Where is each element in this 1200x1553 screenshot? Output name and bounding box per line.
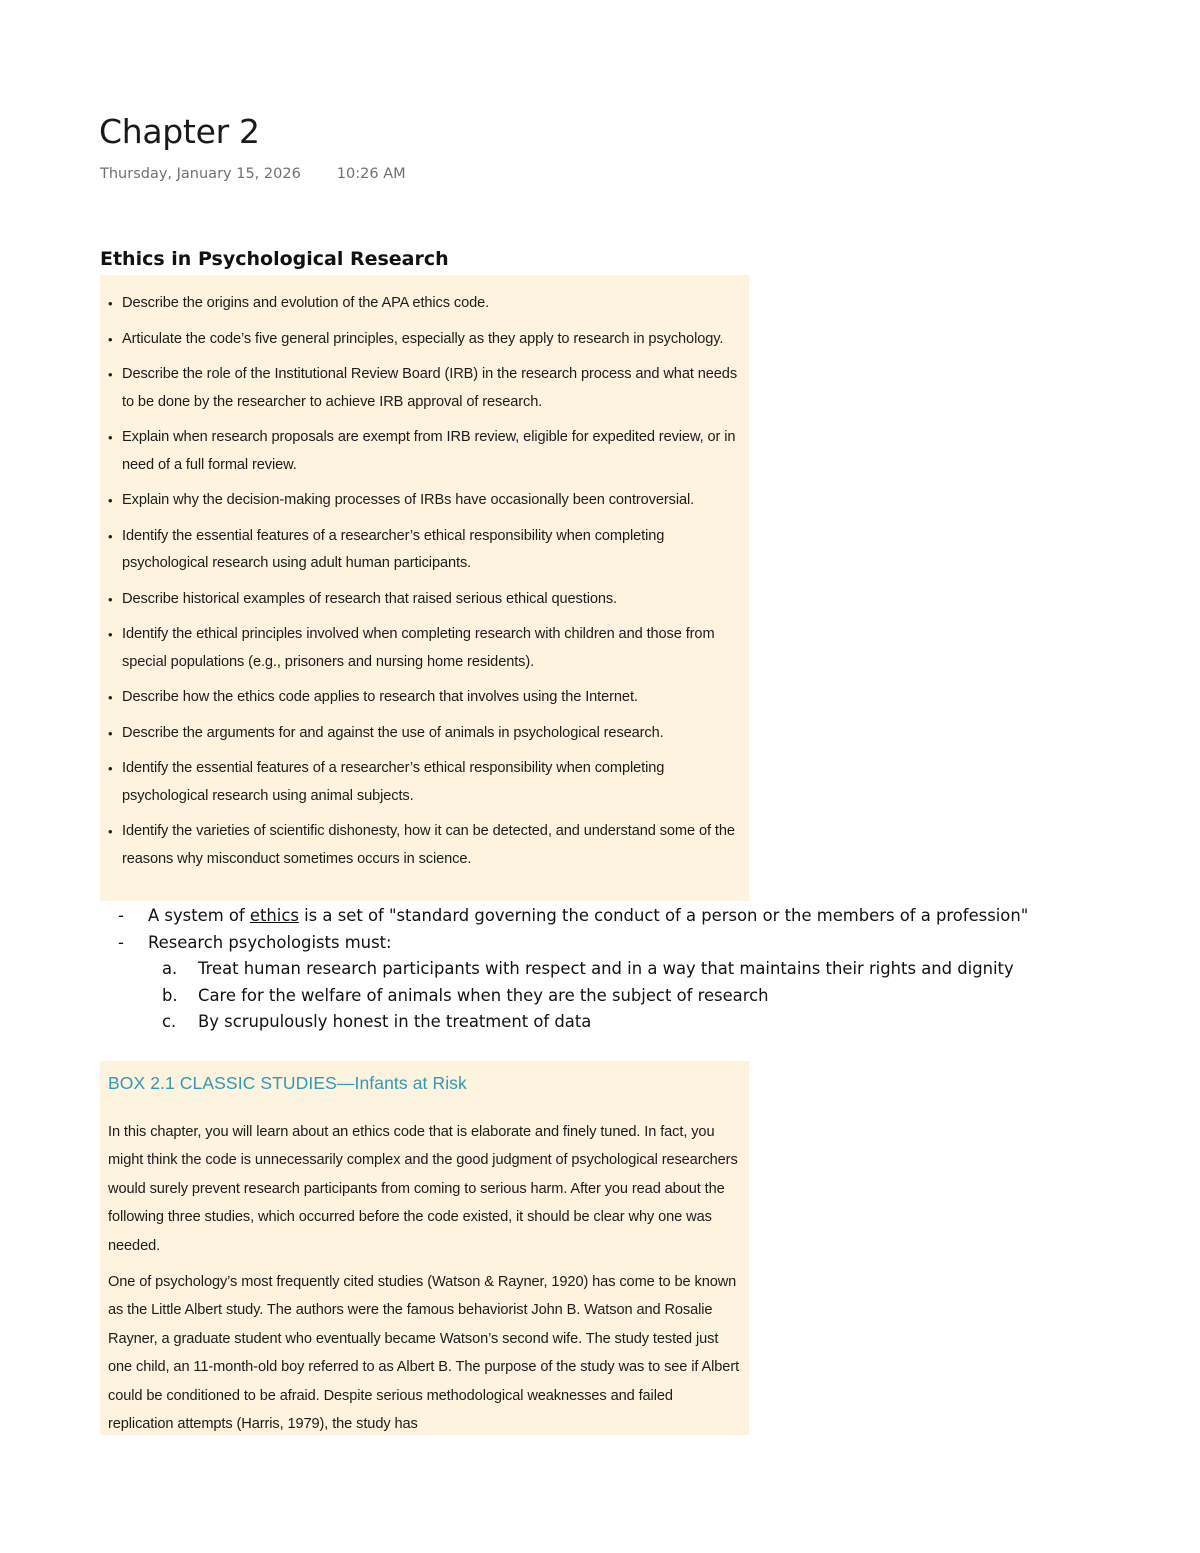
objective-item <box>108 523 741 578</box>
note-sub-item <box>118 956 1118 983</box>
objective-text: Articulate the code’s five general principles, especially as they apply to research in psychology. <box>122 330 724 347</box>
objective-item <box>108 326 741 354</box>
sub-item-marker: a. <box>162 959 178 979</box>
bullet-icon: • <box>108 296 113 311</box>
note-item-ethics-definition <box>118 903 1118 930</box>
bullet-icon: • <box>108 331 113 347</box>
objectives-list <box>108 290 741 873</box>
note-sub-item <box>118 983 1118 1010</box>
note-text: Research psychologists must: <box>148 932 392 952</box>
bullet-icon: • <box>108 528 113 544</box>
learning-objectives-clipping <box>100 275 749 901</box>
sub-item-text: Care for the welfare of animals when they are the subject of research <box>198 985 769 1005</box>
note-sub-item <box>118 1009 1118 1036</box>
bullet-icon: • <box>108 725 113 741</box>
bullet-icon: • <box>108 627 113 642</box>
objective-text: Describe the origins and evolution of the APA ethics code. <box>122 295 490 311</box>
bullet-icon: • <box>108 690 113 705</box>
bullet-icon: • <box>108 430 113 445</box>
page-timestamp <box>100 166 406 182</box>
sub-item-text: Treat human research participants with respect and in a way that maintains their rights and dignity <box>198 959 1014 979</box>
dash-bullet-icon: - <box>118 906 124 925</box>
objective-item <box>108 684 741 712</box>
objective-item <box>108 586 741 614</box>
page-date: Thursday, January 15, 2026 <box>100 166 301 182</box>
sub-item-text: By scrupulously honest in the treatment of data <box>198 1012 592 1032</box>
page-time: 10:26 AM <box>336 166 406 182</box>
objective-text: Explain why the decision-making processes of IRBs have occasionally been controversial. <box>122 492 695 508</box>
box-title: BOX 2.1 CLASSIC STUDIES—Infants at Risk <box>108 1073 467 1093</box>
objective-text: Describe the role of the Institutional Review Board (IRB) in the research process and what needs to be done by the researcher to achieve IRB approval of research. <box>122 366 738 410</box>
objective-text: Describe the arguments for and against the use of animals in psychological research. <box>122 724 664 741</box>
bullet-icon: • <box>108 761 113 776</box>
objective-item <box>108 755 741 810</box>
underlined-term: ethics <box>249 906 299 925</box>
objective-text: Identify the varieties of scientific dishonesty, how it can be detected, and understand some of the reasons why misconduct sometimes occurs in science. <box>122 823 735 867</box>
objective-text: Identify the essential features of a researcher’s ethical responsibility when completing psychological research using animal subjects. <box>122 760 665 804</box>
objective-text: Identify the essential features of a researcher’s ethical responsibility when completing psychological research using adult human participants. <box>122 527 665 571</box>
notes-list <box>118 903 1118 1036</box>
dash-bullet-icon: - <box>118 932 124 952</box>
classic-studies-box-clipping <box>100 1061 749 1435</box>
objective-text: Describe how the ethics code applies to research that involves using the Internet. <box>122 689 638 705</box>
sub-item-marker: c. <box>162 1012 177 1032</box>
note-item-researchers-must <box>118 930 1118 957</box>
objective-item <box>108 720 741 748</box>
box-paragraph: In this chapter, you will learn about an ethics code that is elaborate and finely tuned. In fact, you might think the code is unnecessarily complex and the good judgment of psychological researchers would surely prevent research participants from coming to serious harm. After you read about the following three studies, which occurred before the code existed, it should be clear why one was needed. <box>108 1124 738 1254</box>
objective-item <box>108 621 741 676</box>
objective-text: Describe historical examples of research that raised serious ethical questions. <box>122 590 618 607</box>
section-heading: Ethics in Psychological Research <box>100 248 449 270</box>
objective-text: Explain when research proposals are exempt from IRB review, eligible for expedited review, or in need of a full formal review. <box>122 429 736 473</box>
objective-text: Identify the ethical principles involved when completing research with children and those from special populations (e.g., prisoners and nursing home residents). <box>122 626 715 670</box>
bullet-icon: • <box>108 367 113 382</box>
objective-item <box>108 424 741 479</box>
note-text: A system of <box>148 906 250 925</box>
bullet-icon: • <box>108 591 113 607</box>
objective-item <box>108 487 741 515</box>
page-title: Chapter 2 <box>99 112 260 151</box>
objective-item <box>108 361 741 416</box>
objective-item <box>108 818 741 873</box>
objective-item <box>108 290 741 318</box>
bullet-icon: • <box>108 493 113 508</box>
note-text: is a set of "standard governing the conduct of a person or the members of a profession" <box>298 906 1029 925</box>
sub-item-marker: b. <box>162 985 178 1005</box>
bullet-icon: • <box>108 824 113 839</box>
box-paragraph: One of psychology’s most frequently cited studies (Watson & Rayner, 1920) has come to be known as the Little Albert study. The authors were the famous behaviorist John B. Watson and Rosalie Rayner, a graduate student who eventually became Watson’s second wife. The study tested just one child, an 11-month-old boy referred to as Albert B. The purpose of the study was to see if Albert could be conditioned to be afraid. Despite serious methodological weaknesses and failed replication attempts (Harris, 1979), the study has <box>108 1274 740 1433</box>
